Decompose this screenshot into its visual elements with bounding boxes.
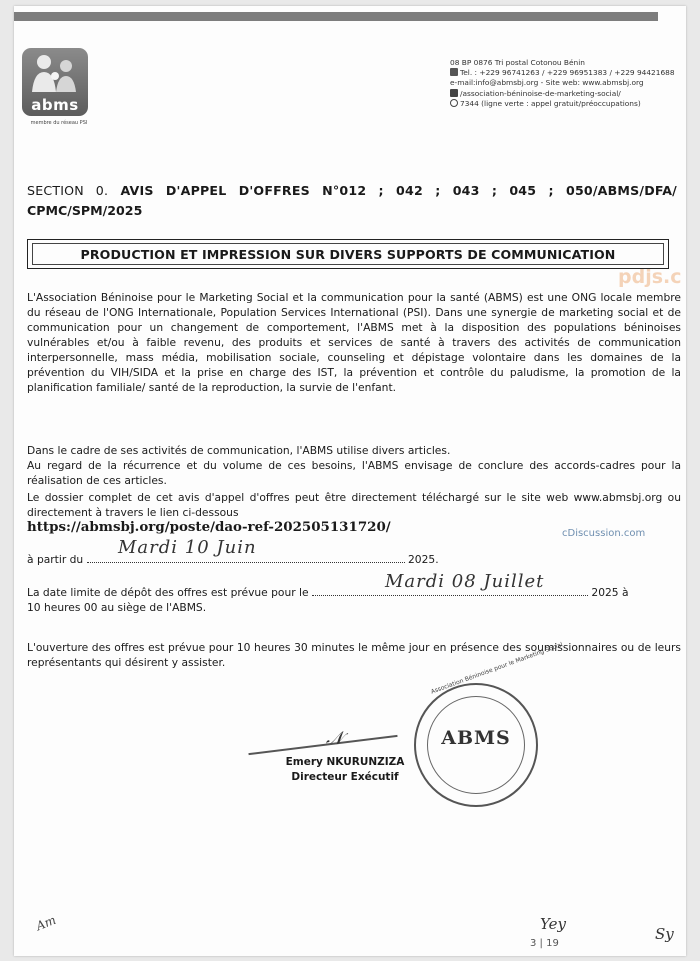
section-title-text: AVIS D'APPEL D'OFFRES N°012 ; 042 ; 043 ; 045 ; 050/ABMS/DFA/ <box>120 183 677 198</box>
watermark-mid: cDiscussion.com <box>562 528 646 539</box>
boxed-title <box>27 239 669 269</box>
contact-tel: Tel. : +229 96741263 / +229 96951383 / +229 94421688 <box>460 68 675 78</box>
phone-circle-icon <box>450 99 458 107</box>
signature-mark: 𝒩 <box>326 728 344 749</box>
logo-member-text: membre du réseau PSI <box>30 120 88 126</box>
logo-text: abms <box>31 96 79 114</box>
contact-hotline: 7344 (ligne verte : appel gratuit/préoccupations) <box>460 98 641 108</box>
signer-block <box>270 755 420 785</box>
section-label: SECTION 0. <box>27 183 109 198</box>
initial-left: Am <box>34 912 58 934</box>
paragraph-opening: L'ouverture des offres est prévue pour 10 heures 30 minutes le même jour en présence des soumissionnaires ou de leurs représentants qui désirent y assister. <box>27 641 681 669</box>
download-link[interactable]: https://abmsbj.org/poste/dao-ref-202505131720/ <box>27 519 391 535</box>
contact-address: 08 BP 0876 Tri postal Cotonou Bénin <box>450 58 585 67</box>
signer-title: Directeur Exécutif <box>291 771 399 783</box>
stamp-inner-ring <box>427 696 525 794</box>
phone-icon <box>450 68 458 76</box>
watermark-top: pdjs.c <box>618 266 682 288</box>
deadline-dots <box>312 595 588 596</box>
deadline-label: La date limite de dépôt des offres est prévue pour le <box>27 586 309 599</box>
page-number: 3 | 19 <box>530 938 559 949</box>
boxed-title-text: PRODUCTION ET IMPRESSION SUR DIVERS SUPPORTS DE COMMUNICATION <box>32 243 664 265</box>
section-title-line2: CPMC/SPM/2025 <box>27 203 143 218</box>
stamp-ring-text: Association Béninoise pour le Marketing Social <box>430 641 564 696</box>
from-date-year: 2025. <box>408 553 439 566</box>
initial-far-right: Sy <box>655 925 674 943</box>
contact-hotline-row <box>450 99 672 109</box>
contact-block <box>450 58 675 109</box>
signer-name: Emery NKURUNZIZA <box>285 756 405 768</box>
contact-tel-row <box>450 68 675 78</box>
family-icon <box>22 48 88 94</box>
official-stamp <box>414 641 564 807</box>
facebook-icon <box>450 89 458 97</box>
from-date-label: à partir du <box>27 553 84 566</box>
abms-logo <box>14 48 98 128</box>
initial-right: Yey <box>540 915 566 933</box>
from-date-dots <box>87 562 405 563</box>
paragraph-download: Le dossier complet de cet avis d'appel d'offres peut être directement téléchargé sur le site web www.abmsbj.org ou directement à travers le lien ci-dessous <box>27 491 681 519</box>
paragraph-intro: L'Association Béninoise pour le Marketing Social et la communication pour la santé (ABMS) est une ONG locale membre du réseau de l'ONG Internationale, Population Services International (PSI). Dans une synergie de marketing social et de communication pour un changement de comportement, l'ABMS met à la disposition des populations béninoises vulnérables et/ou à faible revenu, des produits et services de santé à travers des activités de communication interpersonnelle, mass média, mobilisation sociale, counseling et dépistage volontaire dans les domaines de la prévention du VIH/SIDA et la prise en charge des IST, la prévention et contrôle du paludisme, la promotion de la planification familiale/ santé de la reproduction, la survie de l'enfant. <box>27 291 681 394</box>
stamp-text: ABMS <box>441 727 511 749</box>
paragraph-activities: Dans le cadre de ses activités de communication, l'ABMS utilise divers articles. <box>27 444 451 457</box>
paragraph-framework: Au regard de la récurrence et du volume de ces besoins, l'ABMS envisage de conclure des accords-cadres pour la réalisation de ces articles. <box>27 459 681 487</box>
section-title-line1 <box>27 181 677 201</box>
deadline-year: 2025 à <box>591 586 629 599</box>
deadline-line2: 10 heures 00 au siège de l'ABMS. <box>27 601 207 614</box>
contact-facebook-row <box>450 89 672 99</box>
from-date-handwritten: Mardi 10 Juin <box>118 537 257 558</box>
top-header-bar <box>14 12 658 21</box>
deadline-handwritten: Mardi 08 Juillet <box>385 571 545 592</box>
contact-facebook[interactable]: /association-béninoise-de-marketing-social/ <box>460 88 621 98</box>
contact-email-web[interactable]: e-mail:info@abmsbj.org - Site web: www.abmsbj.org <box>450 78 644 88</box>
